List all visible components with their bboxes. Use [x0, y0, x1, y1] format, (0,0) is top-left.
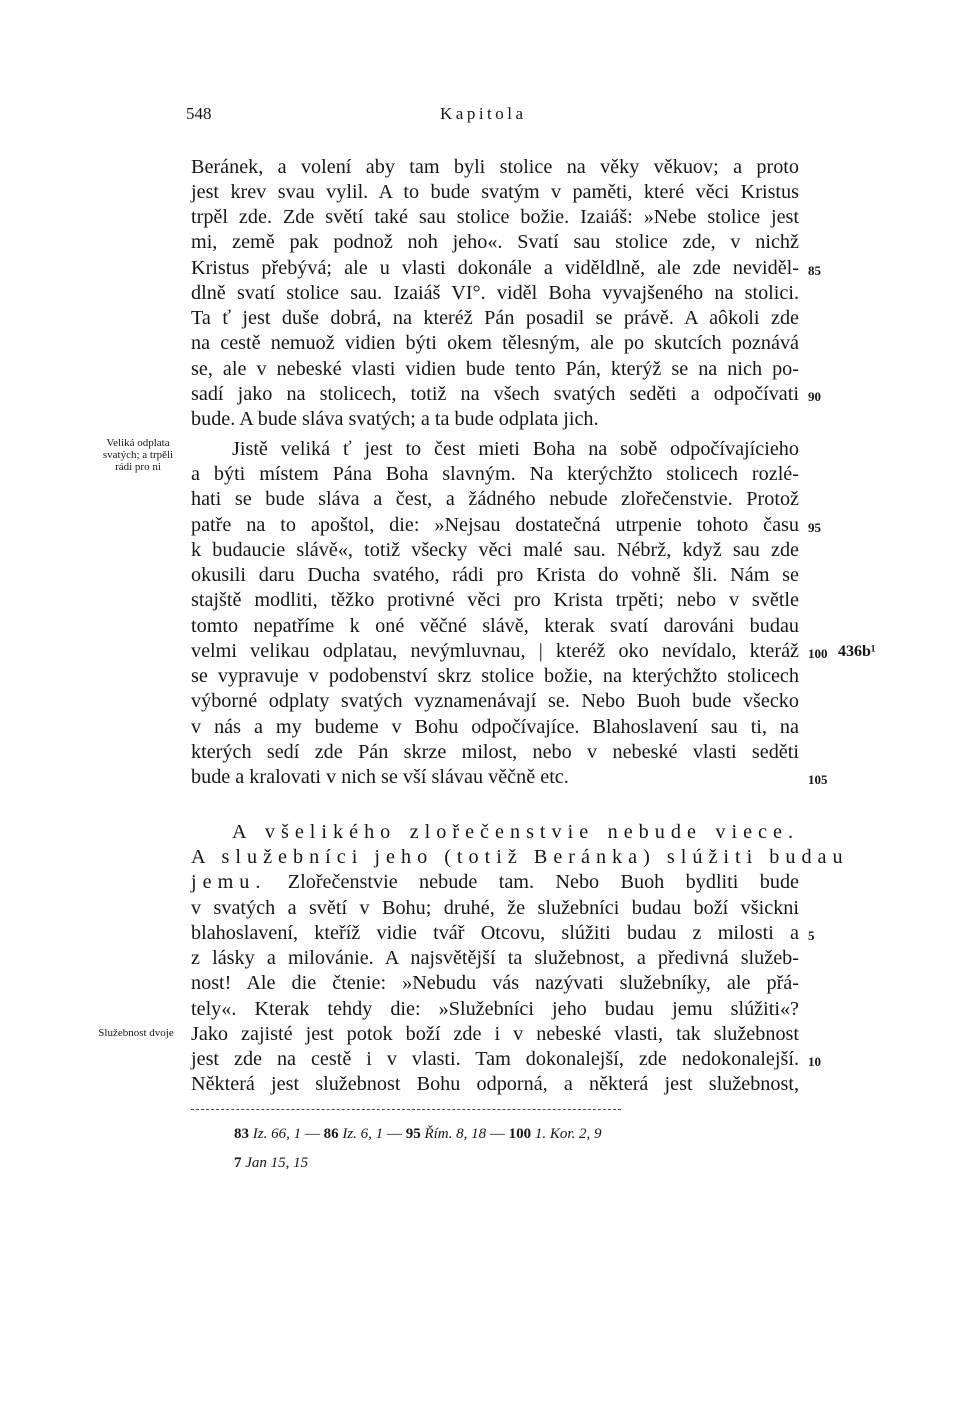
line-number: 10 [808, 1054, 821, 1069]
text-line: se vypravuje v podobenství skrz stolice božie, na kterýchžto stolicech [191, 665, 799, 687]
line-number: 85 [808, 263, 821, 278]
text-line: Některá jest služebnost Bohu odporná, a některá jest služebnost, [191, 1073, 799, 1095]
footnote-number: 7 [234, 1155, 242, 1171]
section-heading-line: A všelikého zlořečenstvie nebude viece. [232, 821, 799, 843]
text-line: nost! Ale die čtenie: »Nebudu vás nazývati služebníky, ale přá- [191, 972, 799, 994]
section-heading-line: A služebníci jeho (totiž Beránka) slúžiti budau [191, 846, 849, 868]
text-line: bude a kralovati v nich se vší slávau věčně etc. [191, 766, 569, 788]
text-line: a býti místem Pána Boha slavným. Na kterýchžto stolicech rozlé- [191, 463, 799, 485]
margin-note-line: svatých; a trpěli [102, 449, 174, 461]
text-line: Jistě veliká ť jest to čest mieti Boha na sobě odpočívajícieho [232, 438, 799, 460]
footnote-ref: Iz. 66, 1 [252, 1126, 302, 1142]
text-line: sadí jako na stolicech, totiž na všech svatých seděti a odpočívati [191, 383, 799, 405]
margin-note [82, 437, 194, 473]
page-number: 548 [186, 104, 212, 123]
text-line: Ta ť jest duše dobrá, na kteréž Pán posadil se právě. A aôkoli zde [191, 307, 799, 329]
footnote-ref: Řím. 8, 18 [424, 1126, 487, 1142]
text-line: okusili daru Ducha svatého, rádi pro Krista do vohně šli. Nám se [191, 564, 799, 586]
text-line: hati se bude sláva a čest, a žádného nebude zlořečenstvie. Protož [191, 488, 799, 510]
text-line: Beránek, a volení aby tam byli stolice na věky věkuov; a proto [191, 156, 799, 178]
line-number: 105 [808, 772, 828, 787]
line-number: 5 [808, 928, 815, 943]
text-line: tomto nepatříme k oné věčné slávě, kterak svatí darováni budau [191, 615, 799, 637]
margin-note-line: Veliká odplata [106, 437, 170, 449]
footnote-ref: 1. Kor. 2, 9 [534, 1126, 602, 1142]
text-line: výborné odplaty svatých vyznamenávají se. Nebo Buoh bude všecko [191, 690, 799, 712]
text-line: trpěl zde. Zde světí také sau stolice božie. Izaiáš: »Nebe stolice jest [191, 206, 799, 228]
folio-mark: 436b¹ [838, 643, 876, 660]
footnote-ref: Iz. 6, 1 [342, 1126, 384, 1142]
text-line: z lásky a milovánie. A najsvětější ta služebnost, a předivná služeb- [191, 947, 799, 969]
footnote-ref: Jan 15, 15 [245, 1155, 309, 1171]
text-line: stajště modliti, těžko protivné věci pro Krista trpěti; nebo v světle [191, 589, 799, 611]
text-line: patře na to apoštol, die: »Nejsau dostatečná utrpenie tohoto času [191, 514, 799, 536]
text-line: tely«. Kterak tehdy die: »Služebníci jeho budau jemu slúžiti«? [191, 998, 799, 1020]
text-line: bude. A bude sláva svatých; a ta bude odplata jich. [191, 408, 599, 430]
text-line: v svatých a světí v Bohu; druhé, že služebníci budau boží všickni [191, 897, 799, 919]
text-line: dlně svatí stolice sau. Izaiáš VI°. viděl Boha vyvajšeného na stolici. [191, 282, 799, 304]
text-line: velmi velikau odplatau, nevýmluvnau, | kteréž oko nevídalo, kteráž [191, 640, 799, 662]
text-line: jest zde na cestě i v vlasti. Tam dokonalejší, zde nedokonalejší. [191, 1048, 799, 1070]
running-title: Kapitola [440, 104, 527, 123]
spaced-word: jemu. [191, 871, 267, 893]
line-number: 90 [808, 389, 821, 404]
footnote-line: 83 Iz. 66, 1 — 86 Iz. 6, 1 — 95 Řím. 8, 18 — 100 1. Kor. 2, 9 [234, 1126, 602, 1142]
footnote-number: 86 [323, 1126, 339, 1142]
margin-note: Služebnost dvoje [98, 1027, 174, 1039]
footnote-number: 100 [508, 1126, 532, 1142]
footnote-divider [191, 1109, 621, 1110]
line-number: 95 [808, 520, 821, 535]
text-span: Zlořečenstvie nebude tam. Nebo Buoh bydliti bude [266, 871, 799, 893]
text-line: v nás a my budeme v Bohu odpočívajíce. Blahoslavení sau ti, na [191, 716, 799, 738]
text-line: k budaucie slávě«, totiž všecky věci malé sau. Nébrž, když sau zde [191, 539, 799, 561]
margin-note-line: rádi pro ni [115, 461, 161, 473]
footnote-line [234, 1155, 308, 1172]
text-line: Jako zajisté jest potok boží zde i v nebeské vlasti, tak služebnost [191, 1023, 799, 1045]
text-line: na cestě nemuož vidien býti okem tělesným, ale po skutcích poznává [191, 332, 799, 354]
text-line: kterých sedí zde Pán skrze milost, nebo v nebeské vlasti seděti [191, 741, 799, 763]
line-number: 100 [808, 646, 828, 661]
footnote-number: 83 [234, 1126, 249, 1142]
text-line: Kristus přebývá; ale u vlasti dokonále a viděldlně, ale zde neviděl- [191, 257, 799, 279]
text-line: se, ale v nebeské vlasti vidien bude tento Pán, kterýž se na nich po- [191, 358, 799, 380]
text-line: mi, země pak podnož noh jeho«. Svatí sau stolice zde, v nichž [191, 231, 799, 253]
footnote-number: 95 [405, 1126, 421, 1142]
text-line: jest krev svau vylil. A to bude svatým v paměti, které věci Kristus [191, 181, 799, 203]
text-line [191, 870, 799, 894]
text-line: blahoslavení, kteříž vidie tvář Otcovu, slúžiti budau z milosti a [191, 922, 799, 944]
